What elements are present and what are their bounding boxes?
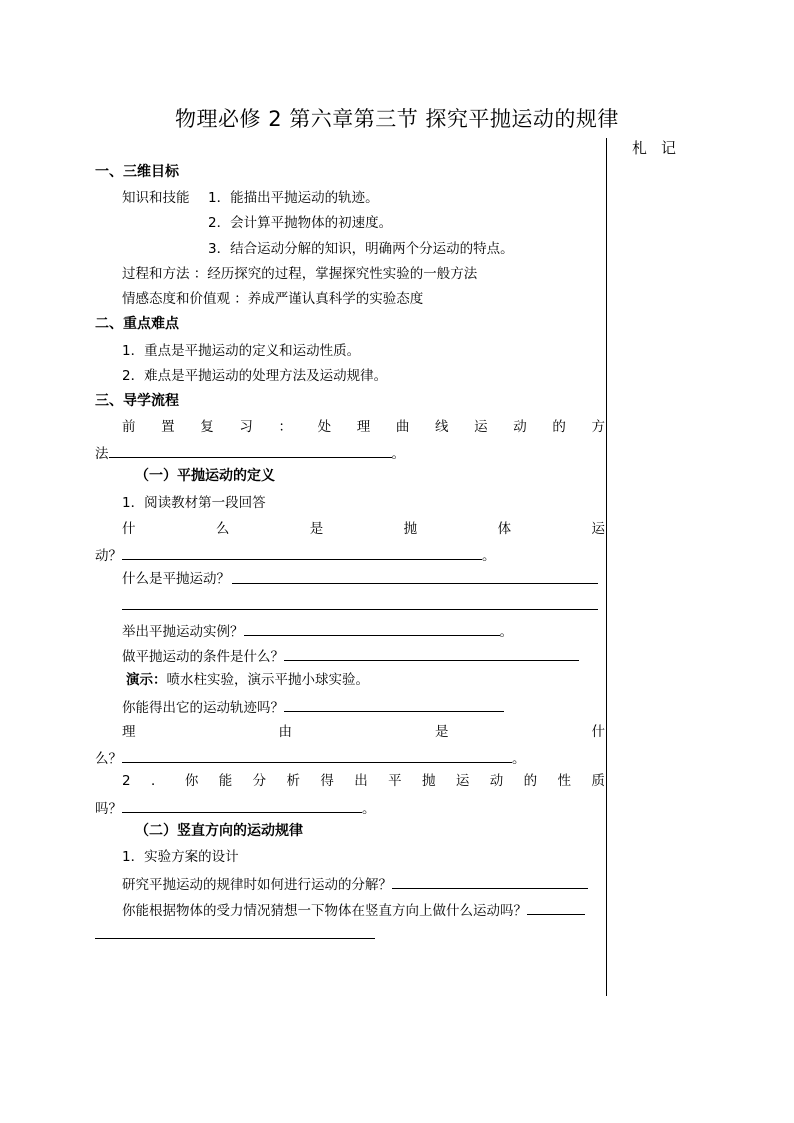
read-textbook-instruction: 1．阅读教材第一段回答 xyxy=(122,495,266,511)
q-char: 是 xyxy=(309,521,324,537)
q2-answer xyxy=(95,798,376,818)
process-method: 过程和方法 ：经历探究的过程，掌握探究性实验的一般方法 xyxy=(122,266,478,282)
experiment-design-title: 1．实验方案的设计 xyxy=(122,849,239,865)
review-char: 复 xyxy=(200,419,214,435)
q-char: 么 xyxy=(215,521,230,537)
q-char: 分 xyxy=(252,773,267,789)
what-is-pingpao-question: 什么是平抛运动？ xyxy=(122,571,230,587)
review-char: 习 xyxy=(239,419,253,435)
q-char: 性 xyxy=(557,773,571,789)
goal-2: 2．会计算平抛物体的初速度。 xyxy=(208,215,393,231)
q-tail: 吗？ xyxy=(95,801,122,817)
q-char: 什 xyxy=(122,521,136,537)
period: 。 xyxy=(499,624,513,640)
review-char: 置 xyxy=(161,419,175,435)
vertical-motion-question xyxy=(122,900,585,920)
review-char: ： xyxy=(278,419,292,435)
review-char: 线 xyxy=(435,419,449,435)
review-char: 的 xyxy=(552,419,566,435)
review-answer-line xyxy=(95,443,405,463)
vertical-text: 你能根据物体的受力情况猜想一下物体在竖直方向上做什么运动吗？ xyxy=(122,903,527,919)
review-char: 前 xyxy=(122,419,136,435)
answer-blank[interactable] xyxy=(392,874,588,889)
section1-heading: 一、三维目标 xyxy=(95,164,179,180)
page-title: 物理必修 2 第六章第三节 探究平抛运动的规律 xyxy=(175,107,619,131)
review-char: 动 xyxy=(513,419,527,435)
period: 。 xyxy=(362,801,376,817)
answer-blank[interactable] xyxy=(232,583,598,584)
q-char: ． xyxy=(150,773,165,789)
q-char: 析 xyxy=(286,773,300,789)
section2-heading: 二、重点难点 xyxy=(95,316,179,332)
q-char: 你 xyxy=(184,773,199,789)
reason-spread xyxy=(122,723,605,741)
example-text: 举出平抛运动实例？ xyxy=(122,624,244,640)
condition-text: 做平抛运动的条件是什么？ xyxy=(122,649,284,665)
q-char: 动 xyxy=(489,773,504,789)
track-text: 你能得出它的运动轨迹吗？ xyxy=(122,700,284,716)
q-char: 运 xyxy=(455,773,470,789)
period: 。 xyxy=(512,751,526,767)
goal-1: 1．能描出平抛运动的轨迹。 xyxy=(208,190,379,206)
difficult-point: 2．难点是平抛运动的处理方法及运动规律。 xyxy=(122,368,388,384)
answer-blank[interactable] xyxy=(122,798,362,813)
decompose-question xyxy=(122,874,588,894)
q-tail: 动？ xyxy=(95,548,122,564)
demo-text: 喷水柱实验，演示平抛小球实验。 xyxy=(166,672,369,688)
q2-spread xyxy=(122,772,605,790)
answer-blank[interactable] xyxy=(122,545,482,560)
q-char: 平 xyxy=(388,773,402,789)
q-char: 抛 xyxy=(421,773,436,789)
review-char: 理 xyxy=(356,419,371,435)
q-char: 体 xyxy=(497,521,512,537)
decompose-text: 研究平抛运动的规律时如何进行运动的分解？ xyxy=(122,877,392,893)
key-point: 1．重点是平抛运动的定义和运动性质。 xyxy=(122,343,361,359)
period: 。 xyxy=(391,446,405,462)
example-question xyxy=(122,621,513,641)
part1-heading: （一）平抛运动的定义 xyxy=(135,468,275,484)
review-question-spread xyxy=(122,418,605,436)
reason-answer xyxy=(95,748,526,768)
what-is-projectile-spread xyxy=(122,520,605,538)
part2-heading: （二）竖直方向的运动规律 xyxy=(135,823,303,839)
q-char: 是 xyxy=(435,724,449,740)
q-char: 理 xyxy=(122,724,136,740)
q-char: 的 xyxy=(523,773,538,789)
track-question xyxy=(122,697,504,717)
q-tail: 么？ xyxy=(95,751,122,767)
answer-blank[interactable] xyxy=(122,748,512,763)
notes-label: 札记 xyxy=(632,139,691,157)
q-char: 出 xyxy=(354,773,368,789)
q-char: 由 xyxy=(278,724,292,740)
q-char: 质 xyxy=(591,773,605,789)
what-is-projectile-answer xyxy=(95,545,496,565)
section3-heading: 三、导学流程 xyxy=(95,393,179,409)
answer-blank[interactable] xyxy=(109,443,392,458)
emotion-attitude: 情感态度和价值观 ：养成严谨认真科学的实验态度 xyxy=(122,291,424,307)
answer-blank[interactable] xyxy=(244,621,500,636)
q-char: 抛 xyxy=(403,521,418,537)
q-char: 得 xyxy=(320,773,334,789)
q-char: 运 xyxy=(591,521,605,537)
goal-3: 3．结合运动分解的知识，明确两个分运动的特点。 xyxy=(208,241,514,257)
q-char: 2 xyxy=(122,773,131,789)
review-char: 运 xyxy=(474,419,488,435)
answer-blank[interactable] xyxy=(527,900,585,915)
demo-line xyxy=(126,671,369,689)
review-char: 方 xyxy=(591,419,605,435)
answer-blank[interactable] xyxy=(284,646,579,661)
review-tail: 法 xyxy=(95,446,109,462)
review-char: 处 xyxy=(317,419,332,435)
review-char: 曲 xyxy=(395,419,410,435)
q-char: 能 xyxy=(218,773,233,789)
period: 。 xyxy=(482,548,496,564)
demo-label: 演示： xyxy=(126,672,167,688)
answer-blank[interactable] xyxy=(122,609,598,610)
q-char: 什 xyxy=(591,724,605,740)
condition-question xyxy=(122,646,579,666)
answer-blank[interactable] xyxy=(284,697,504,712)
answer-blank[interactable] xyxy=(95,938,375,939)
knowledge-label: 知识和技能 xyxy=(122,190,190,206)
notes-column-divider xyxy=(606,138,607,996)
